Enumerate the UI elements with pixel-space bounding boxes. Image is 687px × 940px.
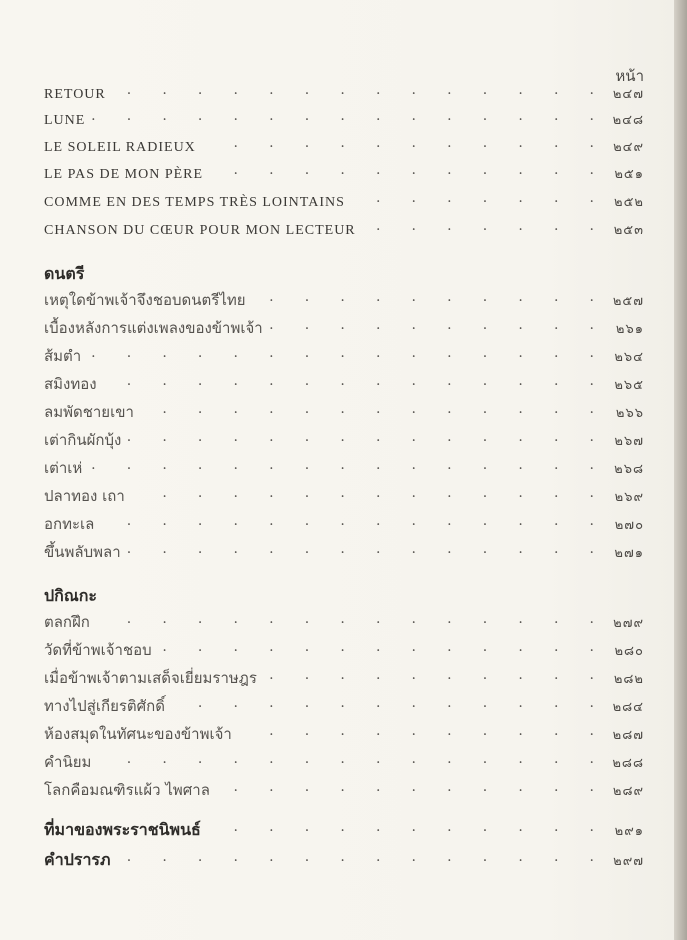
page-number: ๒๔๗ (612, 87, 644, 102)
dot-leader (97, 751, 594, 767)
page-number: ๒๕๗ (612, 294, 644, 309)
dot-leader (252, 289, 594, 305)
dot-leader (96, 611, 594, 627)
entry-title: ตลกฝึก (44, 613, 90, 631)
page-number: ๒๘๐ (614, 644, 644, 659)
page-number: ๒๖๔ (614, 350, 644, 365)
dot-leader (88, 457, 594, 473)
dot-leader (91, 108, 594, 124)
page-number: ๒๘๔ (612, 700, 644, 715)
toc-entry (44, 162, 644, 186)
entry-title: สมิงทอง (44, 375, 97, 393)
page-column-label: หน้า (615, 67, 644, 85)
toc-entry (44, 778, 644, 802)
dot-leader (351, 190, 594, 206)
page-number: ๒๕๑ (614, 167, 644, 182)
page-number: ๒๘๒ (613, 672, 644, 687)
toc-entry (44, 135, 644, 159)
toc-entry (44, 82, 644, 106)
toc-entry (44, 288, 644, 312)
page-number: ๒๙๑ (614, 824, 644, 839)
entry-title: คำปรารภ (44, 850, 111, 869)
toc-entry (44, 638, 644, 662)
entry-title: LE SOLEIL RADIEUX (44, 140, 196, 155)
toc-entry (44, 540, 644, 564)
toc-entry-bold (44, 848, 644, 872)
toc-entry (44, 344, 644, 368)
page-number: ๒๖๙ (614, 490, 644, 505)
dot-leader (362, 218, 594, 234)
entry-title: ห้องสมุดในทัศนะของข้าพเจ้า (44, 725, 232, 743)
toc-entry (44, 750, 644, 774)
page-number: ๒๖๕ (614, 378, 644, 393)
entry-title: LUNE (44, 113, 86, 128)
entry-title: ทางไปสู่เกียรติศักดิ์ (44, 697, 165, 715)
entry-title: เต่ากินผักบุ้ง (44, 431, 122, 449)
page-number: ๒๘๙ (612, 784, 644, 799)
dot-leader (216, 779, 594, 795)
page-number: ๒๔๙ (613, 140, 644, 155)
entry-title: โลกคือมณฑิรแผ้ว ไพศาล (44, 781, 210, 799)
toc-entry (44, 218, 644, 242)
section-heading-music: ดนตรี (44, 264, 85, 283)
dot-leader (171, 695, 594, 711)
entry-title: CHANSON DU CŒUR POUR MON LECTEUR (44, 223, 356, 238)
dot-leader (131, 485, 594, 501)
entry-title: ลมพัดชายเขา (44, 403, 134, 421)
dot-leader (209, 162, 594, 178)
toc-entry (44, 456, 644, 480)
entry-title: COMME EN DES TEMPS TRÈS LOINTAINS (44, 195, 345, 210)
page-number: ๒๙๗ (613, 854, 644, 869)
entry-title: เบื้องหลังการแต่งเพลงของข้าพเจ้า (44, 319, 263, 337)
toc-entry-bold (44, 818, 644, 842)
entry-title: อกทะเล (44, 515, 95, 533)
entry-title: เหตุใดข้าพเจ้าจึงชอบดนตรีไทย (44, 291, 246, 309)
entry-title: วัดที่ข้าพเจ้าชอบ (44, 641, 152, 659)
page-number: ๒๖๘ (614, 462, 644, 477)
page-number: ๒๕๒ (614, 195, 644, 210)
section-heading-miscellany: ปกิณกะ (44, 586, 97, 605)
toc-entry (44, 666, 644, 690)
dot-leader (103, 373, 594, 389)
entry-title: ส้มตำ (44, 347, 82, 365)
page-number: ๒๖๗ (614, 434, 644, 449)
dot-leader (207, 819, 594, 835)
dot-leader (158, 639, 594, 655)
page-number: ๒๗๙ (613, 616, 644, 631)
toc-entry (44, 428, 644, 452)
toc-entry (44, 372, 644, 396)
dot-leader (263, 667, 594, 683)
page-number: ๒๕๓ (613, 223, 644, 238)
toc-entry (44, 610, 644, 634)
page-number: ๒๘๘ (612, 756, 644, 771)
dot-leader (112, 82, 594, 98)
entry-title: เต่าเห่ (44, 459, 83, 477)
toc-entry (44, 108, 644, 132)
entry-title: เมื่อข้าพเจ้าตามเสด็จเยี่ยมราษฎร (44, 669, 257, 687)
toc-entry (44, 722, 644, 746)
dot-leader (238, 723, 594, 739)
toc-entry (44, 512, 644, 536)
toc-entry (44, 400, 644, 424)
toc-entry (44, 316, 644, 340)
dot-leader (127, 541, 594, 557)
dot-leader (100, 513, 594, 529)
dot-leader (202, 135, 594, 151)
dot-leader (127, 429, 594, 445)
page-number: ๒๔๘ (612, 113, 644, 128)
page-number: ๒๘๗ (612, 728, 644, 743)
dot-leader (140, 401, 594, 417)
toc-entry (44, 694, 644, 718)
page-number: ๒๖๑ (615, 322, 644, 337)
entry-title: ขึ้นพลับพลา (44, 543, 121, 561)
dot-leader (269, 317, 594, 333)
entry-title: คำนิยม (44, 753, 92, 771)
entry-title: ปลาทอง เถา (44, 487, 125, 505)
page-number: ๒๗๐ (614, 518, 644, 533)
page-number: ๒๖๖ (615, 406, 644, 421)
entry-title: RETOUR (44, 87, 106, 102)
toc-entry (44, 190, 644, 214)
entry-title: LE PAS DE MON PÈRE (44, 167, 204, 182)
entry-title: ที่มาของพระราชนิพนธ์ (44, 820, 201, 839)
dot-leader (87, 345, 594, 361)
dot-leader (117, 849, 594, 865)
page-edge-shadow (674, 0, 687, 940)
toc-entry (44, 484, 644, 508)
page-number: ๒๗๑ (614, 546, 644, 561)
